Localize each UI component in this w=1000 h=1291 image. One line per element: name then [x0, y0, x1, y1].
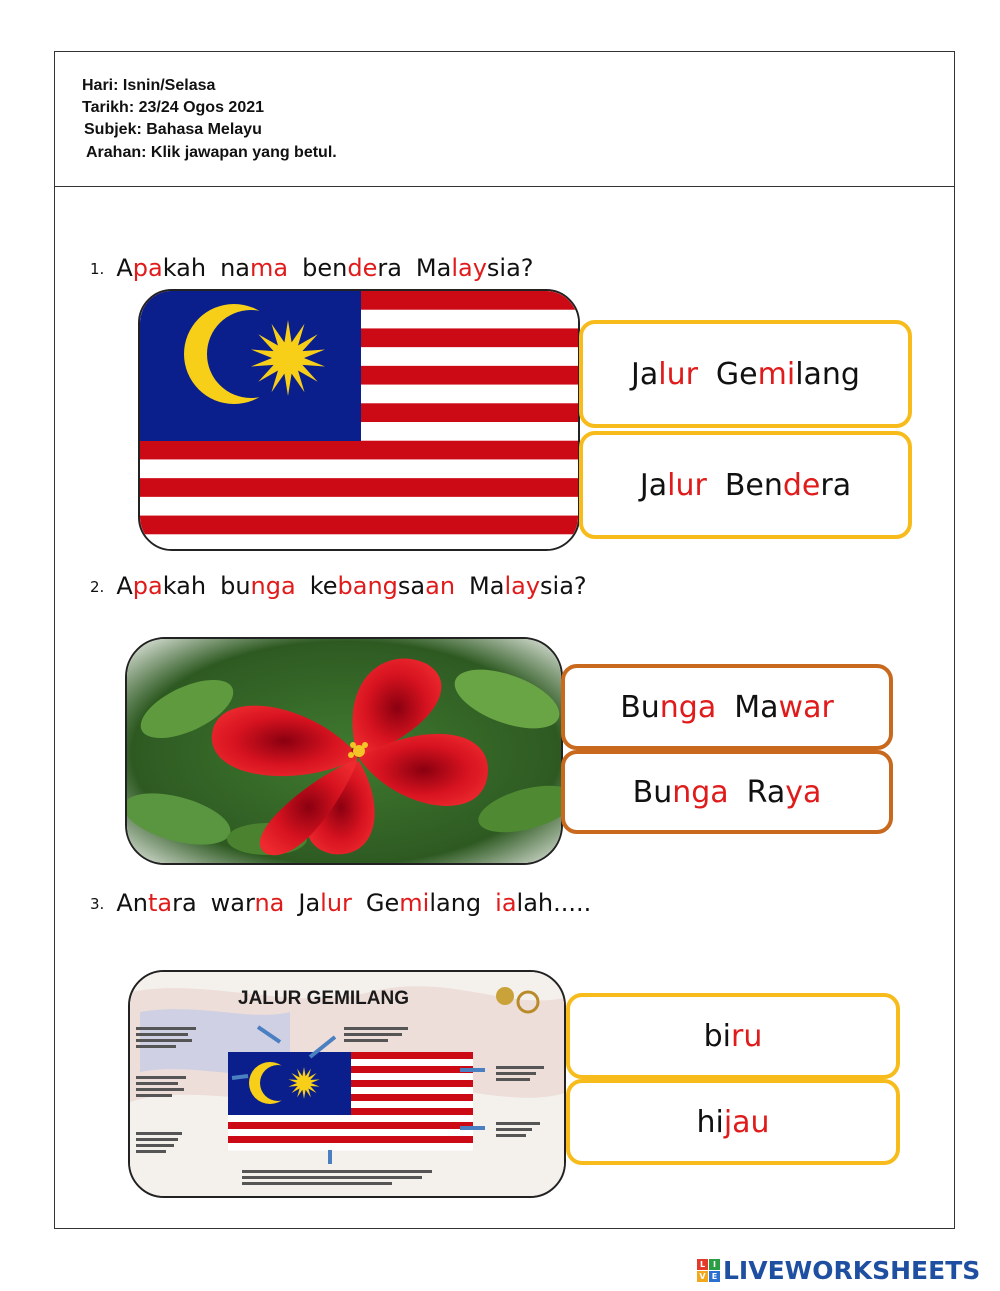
syllable: Ge [715, 356, 758, 392]
syllable: Ben [724, 467, 783, 503]
syllable: ra [172, 889, 197, 917]
highlighted-syllable: lur [320, 889, 352, 917]
highlighted-syllable: pa [132, 572, 163, 600]
question-text [116, 572, 600, 600]
liveworksheets-logo[interactable] [697, 1256, 980, 1285]
highlighted-syllable: war [778, 689, 834, 725]
highlighted-syllable: lay [451, 254, 487, 282]
question-word [302, 254, 402, 282]
question-word [220, 572, 296, 600]
answer-word [704, 1019, 763, 1054]
jalur-gemilang-infographic [128, 970, 566, 1198]
answer-word [747, 775, 822, 810]
question-text [116, 889, 605, 917]
highlighted-syllable: lur [667, 467, 707, 503]
answer-word [633, 775, 729, 810]
highlighted-syllable: mi [757, 356, 796, 392]
logo-blocks-icon: L I V E [697, 1259, 720, 1282]
syllable: lang [795, 356, 860, 392]
highlighted-syllable: nga [659, 689, 717, 725]
question-word [495, 889, 591, 917]
question-number: 2. [90, 578, 105, 596]
syllable: Ma [415, 254, 452, 282]
syllable: Bu [620, 689, 660, 725]
highlighted-syllable: pa [132, 254, 163, 282]
syllable: Bu [632, 774, 673, 810]
syllable: kah [162, 572, 207, 600]
question-word [116, 254, 206, 282]
highlighted-syllable: mi [399, 889, 430, 917]
question-text [116, 254, 547, 282]
syllable: ben [302, 254, 348, 282]
logo-text: LIVEWORKSHEETS [723, 1256, 981, 1285]
syllable: sia? [540, 572, 587, 600]
answer-hijau[interactable] [566, 1079, 900, 1165]
highlighted-syllable: bang [337, 572, 398, 600]
question-word [211, 889, 285, 917]
syllable: war [210, 889, 255, 917]
syllable: Ja [298, 889, 321, 917]
header-day: Hari: Isnin/Selasa [82, 77, 216, 94]
answer-word [620, 690, 716, 725]
malaysia-flag-icon [140, 291, 580, 551]
highlighted-syllable: de [347, 254, 378, 282]
answer-jalur-gemilang[interactable] [579, 320, 912, 428]
syllable: sia? [486, 254, 534, 282]
syllable: na [220, 254, 251, 282]
question-word [116, 889, 196, 917]
syllable: Ra [746, 774, 786, 810]
syllable: lang [429, 889, 482, 917]
question-1 [90, 254, 548, 282]
answer-word [640, 468, 707, 503]
highlighted-syllable: ru [731, 1018, 763, 1054]
hibiscus-flower-image [125, 637, 563, 865]
highlighted-syllable: lur [658, 356, 698, 392]
question-word [469, 572, 587, 600]
question-word [116, 572, 206, 600]
answer-word [631, 357, 698, 392]
question-word [310, 572, 455, 600]
answer-word [696, 1105, 769, 1140]
syllable: Ge [365, 889, 400, 917]
syllable: hi [696, 1104, 724, 1140]
malaysia-flag-image [138, 289, 580, 551]
question-word [298, 889, 352, 917]
highlighted-syllable: ma [250, 254, 289, 282]
syllable: sa [397, 572, 426, 600]
highlighted-syllable: nga [672, 774, 729, 810]
syllable: ke [309, 572, 338, 600]
question-number: 1. [90, 260, 105, 278]
syllable: Ma [734, 689, 779, 725]
syllable: Ma [469, 572, 505, 600]
highlighted-syllable: de [782, 467, 821, 503]
highlighted-syllable: ia [495, 889, 517, 917]
syllable: bu [220, 572, 251, 600]
header-date: Tarikh: 23/24 Ogos 2021 [82, 99, 265, 116]
highlighted-syllable: nga [250, 572, 296, 600]
answer-word [725, 468, 851, 503]
header-subject: Subjek: Bahasa Melayu [84, 121, 262, 138]
highlighted-syllable: ta [147, 889, 173, 917]
answer-jalur-bendera[interactable] [579, 431, 912, 539]
highlighted-syllable: an [425, 572, 456, 600]
question-word [366, 889, 481, 917]
syllable: A [116, 572, 133, 600]
syllable: ra [820, 467, 852, 503]
syllable: bi [703, 1018, 732, 1054]
highlighted-syllable: jau [723, 1104, 770, 1140]
highlighted-syllable: ya [785, 774, 822, 810]
syllable: Ja [631, 356, 659, 392]
header-divider [54, 186, 955, 187]
answer-bunga-raya[interactable] [561, 750, 893, 834]
infographic-title: JALUR GEMILANG [238, 988, 409, 1009]
syllable: A [116, 254, 133, 282]
highlighted-syllable: lay [504, 572, 541, 600]
syllable: An [116, 889, 148, 917]
syllable: kah [162, 254, 207, 282]
question-3 [90, 889, 605, 917]
syllable: Ja [639, 467, 668, 503]
question-word [220, 254, 288, 282]
answer-bunga-mawar[interactable] [561, 664, 893, 750]
header-instruction: Arahan: Klik jawapan yang betul. [86, 144, 337, 161]
syllable: ra [377, 254, 402, 282]
question-number: 3. [90, 895, 105, 913]
syllable: lah..... [516, 889, 592, 917]
question-2 [90, 572, 601, 600]
question-word [416, 254, 534, 282]
highlighted-syllable: na [254, 889, 285, 917]
answer-biru[interactable] [566, 993, 900, 1079]
hibiscus-icon [127, 639, 563, 865]
answer-word [716, 357, 860, 392]
answer-word [734, 690, 834, 725]
